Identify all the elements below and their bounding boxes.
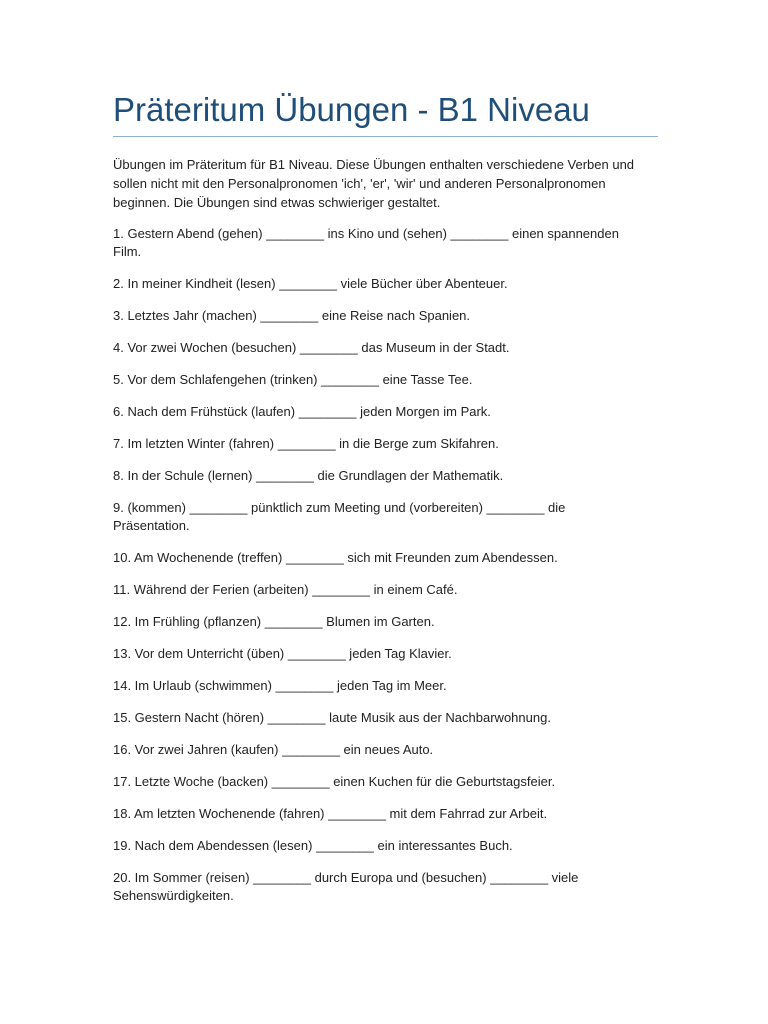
exercise-item: 10. Am Wochenende (treffen) ________ sich mit Freunden zum Abendessen. [113,550,558,565]
exercise-item: 4. Vor zwei Wochen (besuchen) ________ das Museum in der Stadt. [113,340,510,355]
exercise-item: 3. Letztes Jahr (machen) ________ eine Reise nach Spanien. [113,308,471,323]
exercise-item: 18. Am letzten Wochenende (fahren) ________ mit dem Fahrrad zur Arbeit. [113,806,548,821]
exercise-item: 6. Nach dem Frühstück (laufen) ________ jeden Morgen im Park. [113,404,491,419]
exercise-item: 14. Im Urlaub (schwimmen) ________ jeden Tag im Meer. [113,678,447,693]
exercise-item: 19. Nach dem Abendessen (lesen) ________ ein interessantes Buch. [113,838,513,853]
intro-paragraph: Übungen im Präteritum für B1 Niveau. Diese Übungen enthalten verschiedene Verben und sollen nicht mit den Personalpronomen 'ich', 'er', 'wir' und anderen Personalpronomen beginnen. Die Übungen sind etwas schwieriger gestaltet. [113,157,635,210]
exercise-item: 20. Im Sommer (reisen) ________ durch Europa und (besuchen) ________ viele Sehenswürdigkeiten. [113,870,579,903]
title-divider [113,136,658,137]
exercise-item: 11. Während der Ferien (arbeiten) ________ in einem Café. [113,582,458,597]
exercise-item: 1. Gestern Abend (gehen) ________ ins Kino und (sehen) ________ einen spannenden Film. [113,226,619,259]
exercise-item: 16. Vor zwei Jahren (kaufen) ________ ein neues Auto. [113,742,434,757]
exercise-item: 8. In der Schule (lernen) ________ die Grundlagen der Mathematik. [113,468,504,483]
exercise-item: 5. Vor dem Schlafengehen (trinken) ________ eine Tasse Tee. [113,372,473,387]
exercise-item: 17. Letzte Woche (backen) ________ einen Kuchen für die Geburtstagsfeier. [113,774,556,789]
document-title: Präteritum Übungen - B1 Niveau [113,91,590,128]
exercise-item: 12. Im Frühling (pflanzen) ________ Blumen im Garten. [113,614,435,629]
exercise-item: 7. Im letzten Winter (fahren) ________ in die Berge zum Skifahren. [113,436,499,451]
exercise-item: 2. In meiner Kindheit (lesen) ________ viele Bücher über Abenteuer. [113,276,508,291]
exercise-list [113,225,643,905]
exercise-item: 13. Vor dem Unterricht (üben) ________ jeden Tag Klavier. [113,646,452,661]
exercise-item: 15. Gestern Nacht (hören) ________ laute Musik aus der Nachbarwohnung. [113,710,551,725]
exercise-item: 9. (kommen) ________ pünktlich zum Meeting und (vorbereiten) ________ die Präsentation. [113,500,566,533]
